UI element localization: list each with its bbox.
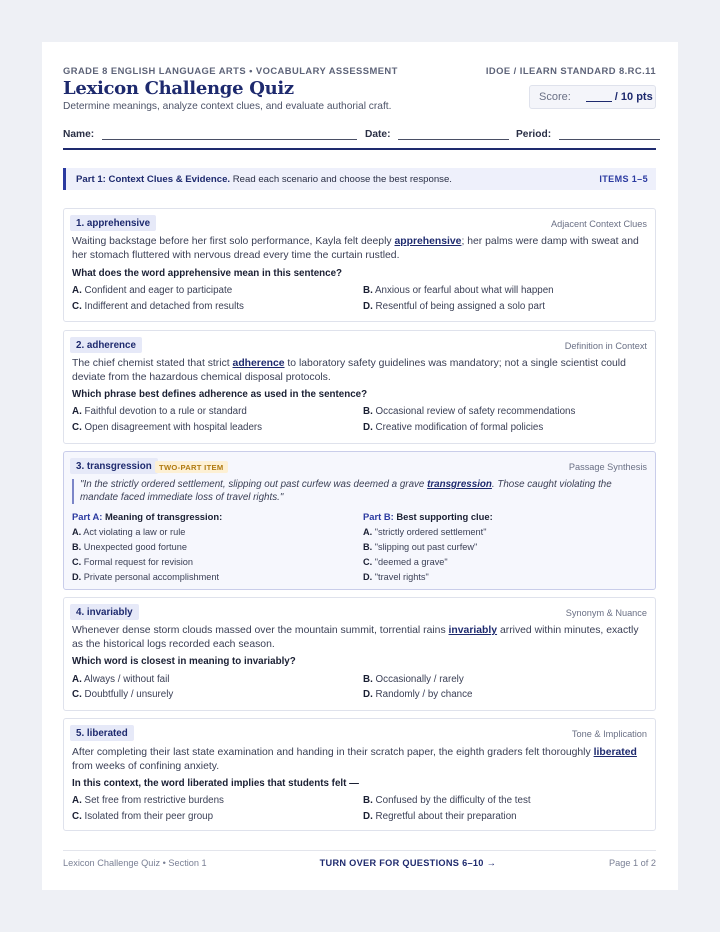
two-part-badge: TWO-PART ITEM <box>155 461 228 473</box>
course-label: GRADE 8 ENGLISH LANGUAGE ARTS • VOCABULARY ASSESSMENT <box>63 65 398 76</box>
part-a-option-d[interactable]: D. Private personal accomplishment <box>72 572 220 582</box>
option-a[interactable]: A. Confident and eager to participate <box>72 285 233 296</box>
score-blank[interactable] <box>586 92 612 102</box>
option-a[interactable]: A. Faithful devotion to a rule or standard <box>72 406 247 417</box>
part-title: Part 1: Context Clues & Evidence. <box>76 173 231 185</box>
page-title: Lexicon Challenge Quiz <box>63 78 294 99</box>
option-b[interactable]: B. Confused by the difficulty of the test <box>363 795 531 806</box>
date-label: Date: <box>365 129 391 140</box>
score-label: Score: <box>539 91 571 103</box>
option-c[interactable]: C. Indifferent and detached from results <box>72 301 244 312</box>
part-b-option-c[interactable]: C. "deemed a grave" <box>363 557 448 567</box>
period-label: Period: <box>516 129 552 140</box>
part-a-option-a[interactable]: A. Act violating a law or rule <box>72 527 186 537</box>
part-a-heading: Part A: Meaning of transgression: <box>72 511 223 522</box>
question-stem: Waiting backstage before her first solo performance, Kayla felt deeply apprehensive; her palms were damp with sweat and her stomach fluttered with nervous dread every time the curtain rustled. <box>72 236 639 261</box>
question-chip: 4. invariably <box>70 604 139 620</box>
question-prompt: Which phrase best defines adherence as used in the sentence? <box>72 389 368 400</box>
score-box <box>529 85 656 109</box>
date-line[interactable] <box>398 128 509 140</box>
part-banner <box>63 168 656 190</box>
option-b[interactable]: B. Occasional review of safety recommendations <box>363 406 576 417</box>
question-chip: 1. apprehensive <box>70 215 156 231</box>
option-b[interactable]: B. Anxious or fearful about what will happen <box>363 285 554 296</box>
option-c[interactable]: C. Open disagreement with hospital leaders <box>72 422 263 433</box>
option-d[interactable]: D. Randomly / by chance <box>363 689 473 700</box>
target-word: apprehensive <box>394 236 462 247</box>
turn-over-note: TURN OVER FOR QUESTIONS 6–10 → <box>319 857 497 868</box>
question-prompt: In this context, the word liberated implies that students felt — <box>72 778 359 789</box>
part-b-option-d[interactable]: D. "travel rights" <box>363 572 429 582</box>
part-description: Read each scenario and choose the best response. <box>232 173 452 185</box>
question-stem: The chief chemist stated that strict adherence to laboratory safety guidelines was mandatory; not a single scientist could deviate from the hazardous chemical disposal protocols. <box>72 358 626 383</box>
option-a[interactable]: A. Always / without fail <box>72 674 170 685</box>
standard-label: IDOE / ILEARN STANDARD 8.RC.11 <box>485 65 656 76</box>
page-footer <box>63 850 656 874</box>
question-stem: After completing their last state examination and handing in their scratch paper, the eighth graders felt thoroughly liberated from weeks of confining anxiety. <box>72 747 637 772</box>
name-field[interactable] <box>63 128 357 140</box>
question-stem: Whenever dense storm clouds massed over the mountain summit, torrential rains invariably arrived within minutes, exactly as the historical logs recorded each season. <box>72 625 639 650</box>
skill-label: Tone & Implication <box>571 729 647 739</box>
period-field[interactable] <box>516 128 660 140</box>
question-card-2 <box>63 330 656 444</box>
target-word: liberated <box>593 747 637 758</box>
skill-label: Synonym & Nuance <box>565 608 647 618</box>
footer-left: Lexicon Challenge Quiz • Section 1 <box>63 857 207 868</box>
option-b[interactable]: B. Occasionally / rarely <box>363 674 464 685</box>
part-items-range: ITEMS 1–5 <box>599 174 648 184</box>
question-prompt: What does the word apprehensive mean in this sentence? <box>72 268 343 279</box>
name-label: Name: <box>63 129 95 140</box>
question-card-5 <box>63 718 656 831</box>
target-word: invariably <box>448 625 498 636</box>
option-d[interactable]: D. Creative modification of formal policies <box>363 422 544 433</box>
option-a[interactable]: A. Set free from restrictive burdens <box>72 795 224 806</box>
period-line[interactable] <box>559 128 660 140</box>
part-b-heading: Part B: Best supporting clue: <box>363 511 493 522</box>
option-d[interactable]: D. Regretful about their preparation <box>363 811 517 822</box>
score-total: / 10 pts <box>614 91 653 103</box>
skill-label: Passage Synthesis <box>568 462 647 472</box>
part-b-option-b[interactable]: B. "slipping out past curfew" <box>363 542 478 552</box>
question-card-4 <box>63 597 656 711</box>
part-a-option-c[interactable]: C. Formal request for revision <box>72 557 194 567</box>
question-chip: 5. liberated <box>70 725 134 741</box>
part-b-option-a[interactable]: A. "strictly ordered settlement" <box>363 527 487 537</box>
page-subtitle: Determine meanings, analyze context clues, and evaluate authorial craft. <box>63 101 392 112</box>
option-c[interactable]: C. Isolated from their peer group <box>72 811 214 822</box>
option-d[interactable]: D. Resentful of being assigned a solo part <box>363 301 545 312</box>
question-card-1 <box>63 208 656 322</box>
part-a-option-b[interactable]: B. Unexpected good fortune <box>72 542 187 552</box>
target-word: transgression <box>427 479 492 490</box>
question-chip: 3. transgression <box>70 458 158 474</box>
quiz-page <box>42 42 678 890</box>
skill-label: Definition in Context <box>564 341 647 351</box>
name-line[interactable] <box>102 128 357 140</box>
passage-quote: "In the strictly ordered settlement, slipping out past curfew was deemed a grave transgression. Those caught violating the mandate faced immediate loss of travel rights." <box>72 479 645 504</box>
question-prompt: Which word is closest in meaning to invariably? <box>72 656 296 667</box>
skill-label: Adjacent Context Clues <box>550 219 647 229</box>
question-chip: 2. adherence <box>70 337 142 353</box>
page-number: Page 1 of 2 <box>609 857 656 868</box>
question-card-3 <box>63 451 656 590</box>
student-info-fields <box>63 128 656 150</box>
target-word: adherence <box>232 358 285 369</box>
header-topline <box>63 65 656 76</box>
date-field[interactable] <box>365 128 509 140</box>
option-c[interactable]: C. Doubtfully / unsurely <box>72 689 174 700</box>
